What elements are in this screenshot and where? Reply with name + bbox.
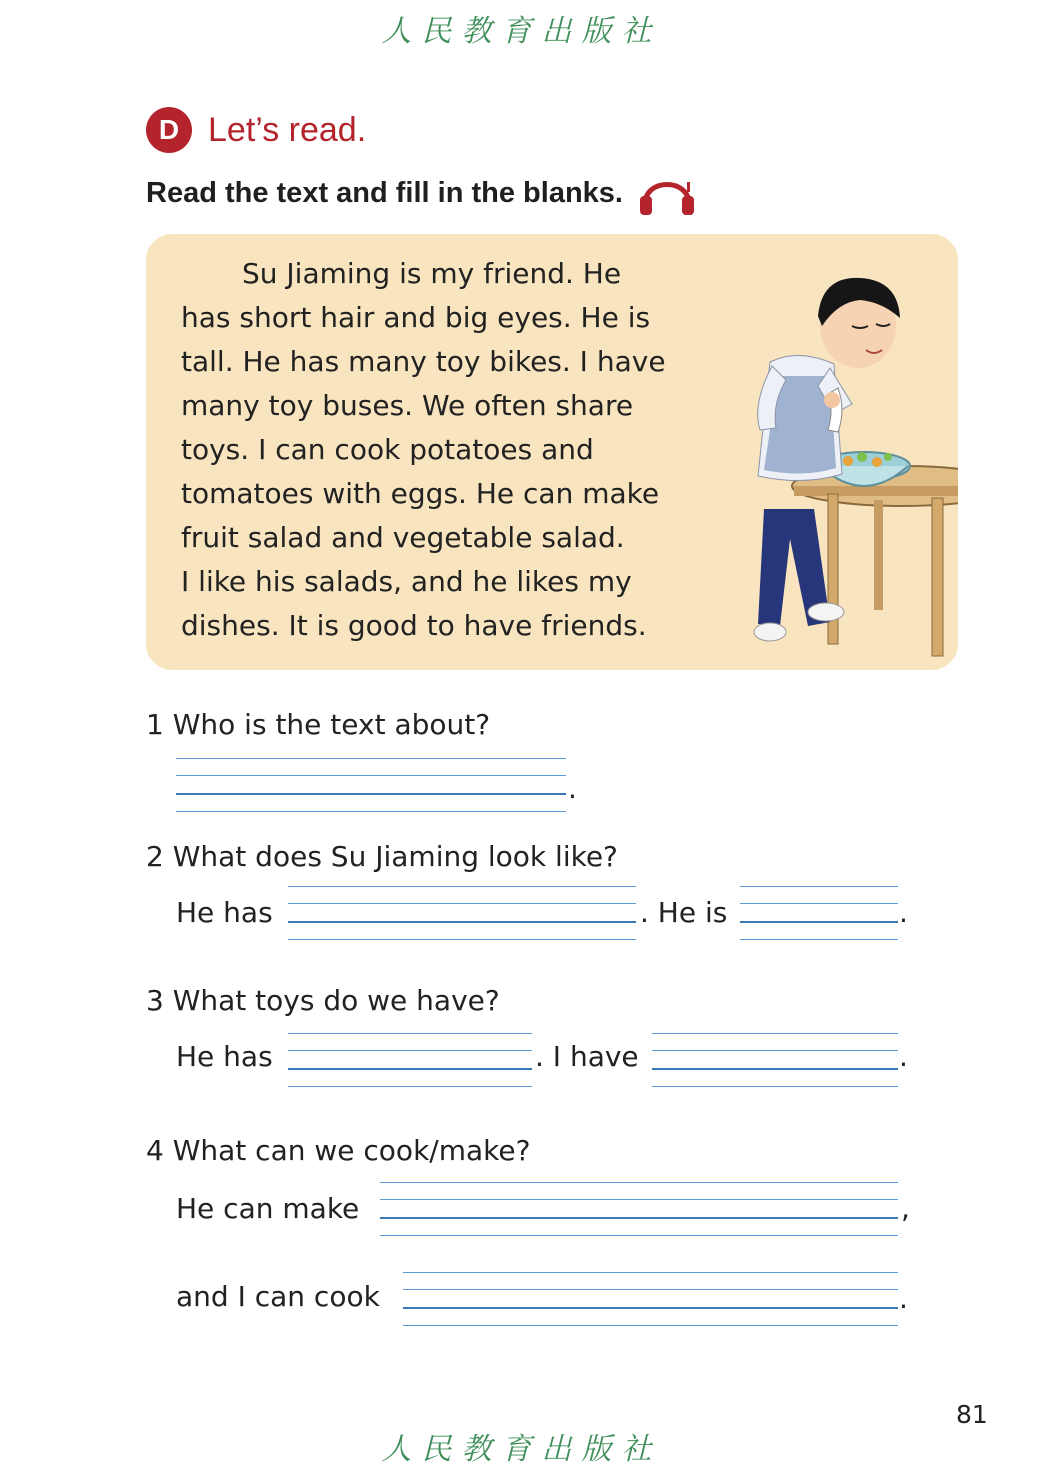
publisher-watermark-bottom: 人民教育出版社 [381, 1432, 662, 1467]
answer-blank-4a[interactable] [380, 1182, 898, 1238]
answer-blank-3b[interactable] [652, 1033, 898, 1089]
question-3: 3 What toys do we have? [146, 984, 500, 1017]
reading-line: tall. He has many toy bikes. I have [181, 345, 666, 378]
question-1: 1 Who is the text about? [146, 708, 491, 741]
punctuation: , [901, 1192, 910, 1225]
question-2: 2 What does Su Jiaming look like? [146, 840, 618, 873]
punctuation: . [899, 1282, 908, 1315]
answer-mid: . I have [535, 1040, 639, 1073]
answer-blank-2b[interactable] [740, 886, 898, 942]
reading-line: dishes. It is good to have friends. [181, 609, 647, 642]
headphones-icon[interactable] [637, 170, 697, 216]
reading-line: I like his salads, and he likes my [181, 565, 632, 598]
page-number: 81 [956, 1400, 988, 1429]
answer-blank-4b[interactable] [403, 1272, 898, 1328]
answer-prefix: and I can cook [176, 1280, 380, 1313]
reading-line: has short hair and big eyes. He is [181, 301, 651, 334]
answer-mid: . He is [640, 896, 728, 929]
question-4: 4 What can we cook/make? [146, 1134, 531, 1167]
reading-line: tomatoes with eggs. He can make [181, 477, 660, 510]
reading-line: toys. I can cook potatoes and [181, 433, 594, 466]
instruction-text: Read the text and fill in the blanks. [146, 176, 623, 209]
section-letter-badge: D [146, 107, 192, 153]
answer-prefix: He has [176, 1040, 273, 1073]
answer-prefix: He has [176, 896, 273, 929]
publisher-watermark-top: 人民教育出版社 [381, 14, 662, 49]
reading-line: fruit salad and vegetable salad. [181, 521, 625, 554]
answer-blank-1[interactable] [176, 758, 566, 814]
punctuation: . [899, 1040, 908, 1073]
reading-line: many toy buses. We often share [181, 389, 634, 422]
section-title: Let’s read. [208, 110, 367, 149]
answer-prefix: He can make [176, 1192, 360, 1225]
punctuation: . [899, 896, 908, 929]
boy-making-salad-illustration [742, 254, 958, 670]
instruction [146, 170, 697, 216]
punctuation: . [568, 772, 577, 805]
answer-blank-2a[interactable] [288, 886, 636, 942]
section-header [146, 107, 366, 153]
answer-blank-3a[interactable] [288, 1033, 532, 1089]
reading-line: Su Jiaming is my friend. He [242, 257, 622, 290]
reading-passage-box [146, 234, 958, 670]
